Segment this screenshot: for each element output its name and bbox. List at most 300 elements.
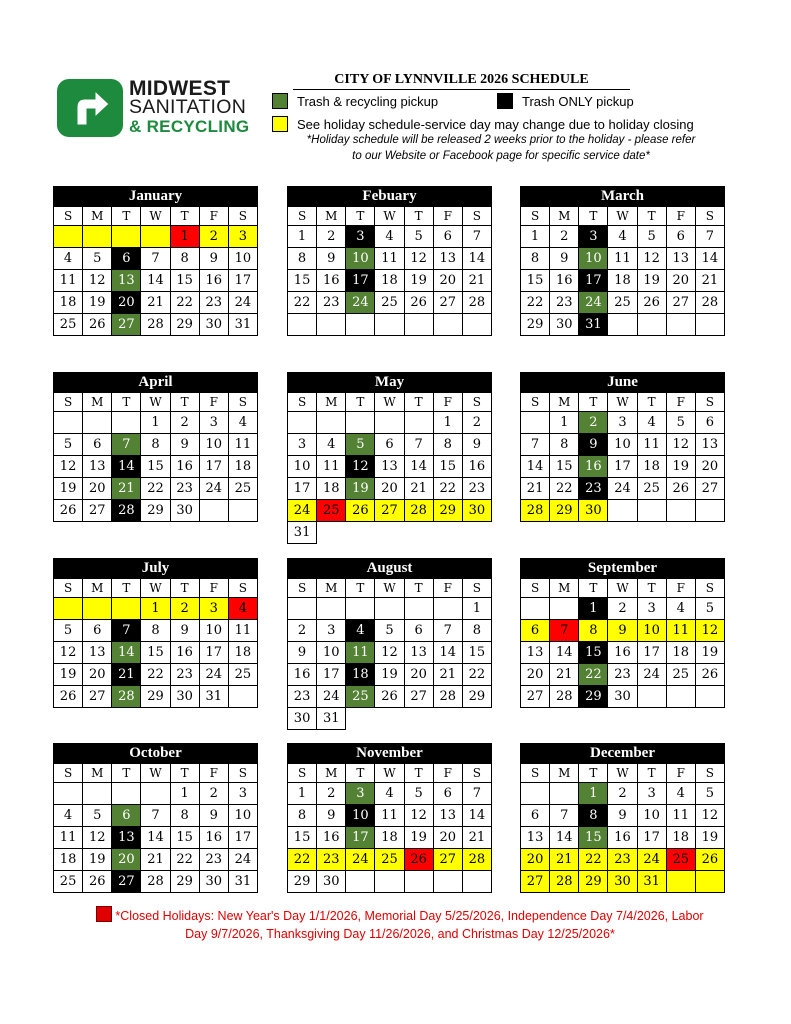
- day-cell: 9: [170, 620, 199, 642]
- logo-line-3: & RECYCLING: [129, 117, 250, 136]
- day-cell: 1: [141, 598, 170, 620]
- month-calendar-july: [53, 558, 258, 708]
- day-cell: 11: [666, 805, 695, 827]
- day-cell: 18: [375, 270, 404, 292]
- day-cell: 19: [83, 292, 112, 314]
- weekday-header: S: [521, 764, 550, 783]
- week-row: [288, 226, 492, 248]
- day-cell: [608, 314, 637, 336]
- week-row: [54, 478, 258, 500]
- day-cell: 2: [170, 412, 199, 434]
- month-table: [53, 763, 258, 893]
- day-cell: 31: [228, 871, 257, 893]
- day-cell: 14: [112, 456, 141, 478]
- empty-slot: [375, 708, 404, 730]
- day-cell: 23: [317, 849, 346, 871]
- holiday-note-line-2: to our Website or Facebook page for specific service date*: [352, 150, 650, 162]
- day-cell: [83, 783, 112, 805]
- day-cell: 5: [375, 620, 404, 642]
- day-cell: [433, 598, 462, 620]
- weekday-header: M: [317, 764, 346, 783]
- day-cell: 7: [462, 783, 491, 805]
- day-cell: 10: [228, 805, 257, 827]
- day-cell: 31: [637, 871, 666, 893]
- day-cell: [666, 871, 695, 893]
- day-cell: 20: [83, 664, 112, 686]
- weekday-header: M: [550, 579, 579, 598]
- day-cell: 6: [666, 226, 695, 248]
- day-cell: 9: [317, 248, 346, 270]
- month-table: [287, 578, 492, 730]
- day-cell: [54, 412, 83, 434]
- week-row: [521, 226, 725, 248]
- day-cell: 25: [375, 849, 404, 871]
- month-table: [287, 206, 492, 336]
- week-row: [54, 871, 258, 893]
- day-cell: [462, 871, 491, 893]
- day-cell: 2: [170, 598, 199, 620]
- day-cell: 8: [170, 248, 199, 270]
- month-calendar-october: [53, 743, 258, 893]
- weekday-header: M: [550, 207, 579, 226]
- empty-slot: [433, 522, 462, 544]
- legend-black-label: Trash ONLY pickup: [522, 94, 634, 109]
- day-cell: 27: [433, 292, 462, 314]
- day-cell: 21: [112, 664, 141, 686]
- day-cell: 5: [637, 226, 666, 248]
- legend-green-label: Trash & recycling pickup: [297, 94, 439, 109]
- weekday-header: T: [170, 393, 199, 412]
- empty-slot: [346, 708, 375, 730]
- day-cell: 14: [141, 270, 170, 292]
- day-cell: 11: [228, 620, 257, 642]
- weekday-header: F: [199, 764, 228, 783]
- day-cell: 25: [375, 292, 404, 314]
- day-cell: 25: [54, 314, 83, 336]
- weekday-header: M: [83, 207, 112, 226]
- weekday-header: S: [695, 393, 724, 412]
- weekday-header: S: [462, 764, 491, 783]
- day-cell: 9: [199, 805, 228, 827]
- day-cell: 25: [666, 664, 695, 686]
- weekday-header: T: [170, 207, 199, 226]
- day-cell: 9: [462, 434, 491, 456]
- weekday-header: T: [404, 764, 433, 783]
- day-cell: 10: [637, 805, 666, 827]
- day-cell: 22: [288, 292, 317, 314]
- day-cell: [141, 226, 170, 248]
- week-row: [54, 849, 258, 871]
- closed-holidays-note: [55, 906, 745, 943]
- week-row: [288, 248, 492, 270]
- weekday-header: S: [54, 207, 83, 226]
- day-cell: [462, 314, 491, 336]
- day-cell: [83, 412, 112, 434]
- day-cell: 13: [521, 827, 550, 849]
- day-cell: 14: [550, 827, 579, 849]
- weekday-header: W: [375, 207, 404, 226]
- day-cell: [521, 412, 550, 434]
- day-cell: [54, 226, 83, 248]
- day-cell: 8: [579, 805, 608, 827]
- day-cell: 13: [695, 434, 724, 456]
- day-cell: 14: [462, 805, 491, 827]
- day-cell: 12: [695, 620, 724, 642]
- day-cell: 7: [112, 434, 141, 456]
- day-cell: 11: [637, 434, 666, 456]
- week-row: [521, 664, 725, 686]
- day-cell: 4: [666, 783, 695, 805]
- day-cell: 16: [550, 270, 579, 292]
- day-cell: 5: [404, 226, 433, 248]
- day-cell: 6: [83, 434, 112, 456]
- day-cell: 25: [54, 871, 83, 893]
- day-cell: 29: [550, 500, 579, 522]
- day-cell: 24: [637, 849, 666, 871]
- week-row: [288, 871, 492, 893]
- weekday-header: S: [54, 579, 83, 598]
- day-cell: [404, 598, 433, 620]
- day-cell: 28: [141, 871, 170, 893]
- week-row: [521, 620, 725, 642]
- month-calendar-january: [53, 186, 258, 336]
- day-cell: 24: [608, 478, 637, 500]
- day-cell: 8: [141, 620, 170, 642]
- day-cell: 3: [579, 226, 608, 248]
- empty-slot: [462, 708, 491, 730]
- day-cell: 2: [199, 783, 228, 805]
- day-cell: 20: [433, 270, 462, 292]
- weekday-header: T: [170, 579, 199, 598]
- day-cell: 12: [54, 456, 83, 478]
- month-table: [53, 206, 258, 336]
- day-cell: 7: [112, 620, 141, 642]
- day-cell: 18: [666, 827, 695, 849]
- day-cell: 7: [141, 805, 170, 827]
- schedule-title: CITY OF LYNNVILLE 2026 SCHEDULE: [293, 72, 630, 90]
- day-cell: 1: [462, 598, 491, 620]
- legend-yellow-swatch: [272, 116, 288, 132]
- weekday-header: S: [521, 207, 550, 226]
- week-row: [288, 664, 492, 686]
- day-cell: 8: [141, 434, 170, 456]
- day-cell: 23: [288, 686, 317, 708]
- day-cell: 24: [228, 849, 257, 871]
- day-cell: 27: [83, 500, 112, 522]
- month-table: [520, 392, 725, 522]
- week-row: [288, 292, 492, 314]
- day-cell: 1: [579, 598, 608, 620]
- weekday-header: W: [375, 579, 404, 598]
- day-cell: 2: [317, 783, 346, 805]
- day-cell: 1: [141, 412, 170, 434]
- month-table: [520, 763, 725, 893]
- day-cell: 17: [346, 827, 375, 849]
- day-cell: 9: [550, 248, 579, 270]
- day-cell: 23: [170, 664, 199, 686]
- day-cell: [288, 412, 317, 434]
- day-cell: 5: [404, 783, 433, 805]
- week-row: [521, 827, 725, 849]
- day-cell: [666, 314, 695, 336]
- weekday-header: F: [666, 764, 695, 783]
- day-cell: 8: [521, 248, 550, 270]
- day-cell: 16: [579, 456, 608, 478]
- logo-wordmark: [129, 79, 249, 136]
- day-cell: 27: [433, 849, 462, 871]
- day-cell: 15: [433, 456, 462, 478]
- week-row: [288, 478, 492, 500]
- day-cell: 27: [83, 686, 112, 708]
- day-cell: [228, 500, 257, 522]
- day-cell: [637, 500, 666, 522]
- day-cell: 29: [521, 314, 550, 336]
- day-cell: 24: [199, 478, 228, 500]
- day-cell: 17: [346, 270, 375, 292]
- legend-green-swatch: [272, 93, 288, 109]
- day-cell: [83, 598, 112, 620]
- month-table: [287, 392, 492, 544]
- day-cell: 3: [317, 620, 346, 642]
- day-cell: 15: [579, 827, 608, 849]
- holiday-closed-swatch: [96, 906, 112, 922]
- day-cell: 2: [199, 226, 228, 248]
- day-cell: 15: [170, 827, 199, 849]
- day-cell: 13: [433, 248, 462, 270]
- weekday-header: W: [608, 207, 637, 226]
- weekday-header: M: [83, 764, 112, 783]
- weekday-header: S: [288, 393, 317, 412]
- week-row: [54, 827, 258, 849]
- day-cell: 5: [54, 620, 83, 642]
- day-cell: 14: [141, 827, 170, 849]
- week-row: [521, 805, 725, 827]
- day-cell: 4: [375, 226, 404, 248]
- day-cell: 14: [112, 642, 141, 664]
- month-table: [287, 763, 492, 893]
- month-name: August: [287, 558, 492, 578]
- day-cell: 22: [288, 849, 317, 871]
- week-row: [288, 434, 492, 456]
- day-cell: 14: [404, 456, 433, 478]
- day-cell: 14: [462, 248, 491, 270]
- day-cell: [141, 783, 170, 805]
- day-cell: 10: [637, 620, 666, 642]
- day-cell: 16: [608, 642, 637, 664]
- day-cell: 21: [462, 827, 491, 849]
- day-cell: 5: [695, 783, 724, 805]
- day-cell: 17: [199, 642, 228, 664]
- weekday-header: S: [288, 764, 317, 783]
- weekday-header: S: [228, 207, 257, 226]
- day-cell: 25: [346, 686, 375, 708]
- day-cell: 23: [199, 849, 228, 871]
- day-cell: 11: [666, 620, 695, 642]
- day-cell: 18: [346, 664, 375, 686]
- day-cell: 1: [170, 226, 199, 248]
- weekday-header: T: [112, 579, 141, 598]
- day-cell: 28: [112, 500, 141, 522]
- weekday-header: T: [112, 393, 141, 412]
- day-cell: 20: [112, 849, 141, 871]
- weekday-header: T: [112, 764, 141, 783]
- day-cell: 20: [521, 664, 550, 686]
- day-cell: [404, 412, 433, 434]
- day-cell: 5: [346, 434, 375, 456]
- day-cell: 3: [637, 598, 666, 620]
- day-cell: [317, 412, 346, 434]
- day-cell: 7: [550, 620, 579, 642]
- holiday-note-line-1: *Holiday schedule will be released 2 weeks prior to the holiday - please refer: [306, 134, 696, 146]
- day-cell: 15: [550, 456, 579, 478]
- day-cell: 17: [637, 827, 666, 849]
- day-cell: [346, 598, 375, 620]
- day-cell: 25: [608, 292, 637, 314]
- week-row: [54, 805, 258, 827]
- day-cell: 22: [579, 849, 608, 871]
- day-cell: 3: [346, 783, 375, 805]
- day-cell: [521, 783, 550, 805]
- day-cell: 11: [54, 827, 83, 849]
- day-cell: 4: [228, 412, 257, 434]
- weekday-header: T: [170, 764, 199, 783]
- weekday-header: W: [141, 393, 170, 412]
- week-row: [521, 598, 725, 620]
- day-cell: 6: [521, 620, 550, 642]
- week-row: [54, 226, 258, 248]
- day-cell: 7: [462, 226, 491, 248]
- day-cell: 4: [228, 598, 257, 620]
- empty-slot: [404, 708, 433, 730]
- day-cell: [404, 314, 433, 336]
- day-cell: 30: [199, 871, 228, 893]
- weekday-header: F: [433, 393, 462, 412]
- day-cell: 9: [579, 434, 608, 456]
- week-row: [288, 412, 492, 434]
- weekday-header: W: [608, 764, 637, 783]
- week-row: [54, 292, 258, 314]
- day-cell: 13: [404, 642, 433, 664]
- day-cell: 7: [141, 248, 170, 270]
- week-row: [521, 871, 725, 893]
- day-cell: 11: [375, 248, 404, 270]
- day-cell: 21: [695, 270, 724, 292]
- week-row: [521, 314, 725, 336]
- day-cell: [637, 314, 666, 336]
- day-cell: 10: [346, 805, 375, 827]
- day-cell: 11: [317, 456, 346, 478]
- day-cell: 14: [695, 248, 724, 270]
- day-cell: 26: [404, 292, 433, 314]
- weekday-header: M: [317, 393, 346, 412]
- day-cell: [112, 226, 141, 248]
- day-cell: 19: [695, 642, 724, 664]
- weekday-header: W: [141, 207, 170, 226]
- day-cell: 20: [112, 292, 141, 314]
- day-cell: 6: [112, 248, 141, 270]
- day-cell: 19: [54, 664, 83, 686]
- logo-line-2: SANITATION: [129, 96, 247, 118]
- day-cell: 23: [608, 849, 637, 871]
- day-cell: 19: [695, 827, 724, 849]
- day-cell: 10: [346, 248, 375, 270]
- day-cell: 21: [141, 292, 170, 314]
- day-cell: 22: [462, 664, 491, 686]
- day-cell: 3: [228, 226, 257, 248]
- weekday-header: S: [695, 207, 724, 226]
- day-cell: 24: [199, 664, 228, 686]
- day-cell: 30: [579, 500, 608, 522]
- day-cell: 18: [637, 456, 666, 478]
- day-cell: 31: [317, 708, 346, 730]
- day-cell: 1: [521, 226, 550, 248]
- day-cell: [54, 598, 83, 620]
- day-cell: 17: [579, 270, 608, 292]
- weekday-header: T: [579, 207, 608, 226]
- day-cell: 30: [550, 314, 579, 336]
- day-cell: [521, 598, 550, 620]
- day-cell: 28: [462, 849, 491, 871]
- day-cell: 6: [83, 620, 112, 642]
- weekday-header: T: [346, 207, 375, 226]
- day-cell: 29: [141, 500, 170, 522]
- day-cell: 4: [346, 620, 375, 642]
- day-cell: 2: [462, 412, 491, 434]
- month-calendar-febuary: [287, 186, 492, 336]
- day-cell: 8: [433, 434, 462, 456]
- day-cell: 2: [608, 598, 637, 620]
- day-cell: 13: [112, 827, 141, 849]
- day-cell: [404, 871, 433, 893]
- day-cell: 26: [54, 686, 83, 708]
- weekday-header: S: [228, 764, 257, 783]
- day-cell: 15: [288, 270, 317, 292]
- day-cell: 23: [462, 478, 491, 500]
- weekday-header: F: [433, 579, 462, 598]
- month-calendar-april: [53, 372, 258, 522]
- day-cell: 9: [170, 434, 199, 456]
- weekday-header: M: [317, 579, 346, 598]
- weekday-header: T: [579, 579, 608, 598]
- day-cell: 20: [521, 849, 550, 871]
- day-cell: 18: [666, 642, 695, 664]
- empty-slot: [375, 522, 404, 544]
- day-cell: 31: [199, 686, 228, 708]
- day-cell: 11: [375, 805, 404, 827]
- day-cell: 26: [666, 478, 695, 500]
- weekday-header: T: [346, 579, 375, 598]
- weekday-header: F: [433, 764, 462, 783]
- day-cell: 9: [608, 805, 637, 827]
- day-cell: 25: [317, 500, 346, 522]
- day-cell: 11: [228, 434, 257, 456]
- day-cell: [695, 314, 724, 336]
- day-cell: 1: [288, 226, 317, 248]
- week-row: [288, 500, 492, 522]
- day-cell: 21: [433, 664, 462, 686]
- weekday-header: M: [317, 207, 346, 226]
- day-cell: 5: [666, 412, 695, 434]
- week-row: [288, 849, 492, 871]
- week-row: [521, 849, 725, 871]
- day-cell: 19: [637, 270, 666, 292]
- day-cell: 13: [521, 642, 550, 664]
- day-cell: 30: [317, 871, 346, 893]
- day-cell: 23: [608, 664, 637, 686]
- day-cell: 15: [170, 270, 199, 292]
- weekday-header: T: [404, 579, 433, 598]
- day-cell: 24: [228, 292, 257, 314]
